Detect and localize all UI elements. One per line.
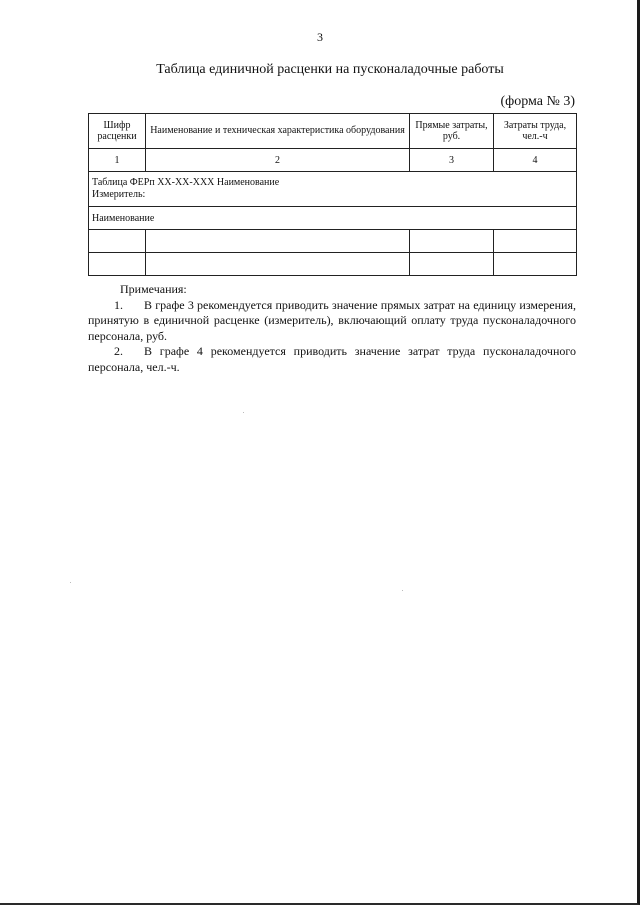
- empty-cell: [89, 230, 146, 253]
- page-number: 3: [317, 30, 323, 44]
- notes-section: [88, 282, 576, 375]
- note-number: 2.: [114, 344, 123, 358]
- unit-rate-table: [88, 113, 577, 276]
- scan-speck: [243, 412, 244, 413]
- scan-speck: [402, 590, 403, 591]
- note-number: 1.: [114, 297, 123, 312]
- note-text: В графе 4 рекомендуется приводить значение затрат труда пусконаладочного персонала, чел.-ч.: [88, 344, 576, 374]
- header-cell-labor-costs: Затраты труда, чел.-ч: [494, 114, 577, 149]
- table-header-row: [89, 114, 577, 149]
- header-cell-code: Шифр расценки: [89, 114, 146, 149]
- section-cell: [89, 172, 577, 207]
- empty-cell: [89, 253, 146, 276]
- section-row: [89, 172, 577, 207]
- name-row: [89, 207, 577, 230]
- empty-cell: [410, 253, 494, 276]
- note-item: [88, 298, 576, 345]
- empty-cell: [146, 253, 410, 276]
- document-title: Таблица единичной расценки на пусконаладочные работы: [156, 62, 504, 77]
- note-text: В графе 3 рекомендуется приводить значение прямых затрат на единицу измерения, принятую в единичной расценке (измеритель), включающий оплату труда пусконаладочного персонала, руб.: [88, 297, 576, 343]
- empty-cell: [410, 230, 494, 253]
- scan-speck: [70, 582, 71, 583]
- notes-heading: Примечания:: [120, 282, 187, 296]
- column-number-row: [89, 149, 577, 172]
- header-cell-name: Наименование и техническая характеристика оборудования: [146, 114, 410, 149]
- table-row: [89, 253, 577, 276]
- empty-cell: [146, 230, 410, 253]
- section-table-ref: Таблица ФЕРп XX-XX-XXX Наименование: [92, 176, 280, 188]
- empty-cell: [494, 230, 577, 253]
- column-number-cell: 4: [494, 149, 577, 172]
- empty-cell: [494, 253, 577, 276]
- form-reference: (форма № 3): [500, 94, 575, 109]
- header-cell-direct-costs: Прямые затраты, руб.: [410, 114, 494, 149]
- name-cell: Наименование: [89, 207, 577, 230]
- note-item: [88, 344, 576, 375]
- column-number-cell: 3: [410, 149, 494, 172]
- section-meter-label: Измеритель:: [92, 189, 146, 200]
- table-row: [89, 230, 577, 253]
- column-number-cell: 2: [146, 149, 410, 172]
- column-number-cell: 1: [89, 149, 146, 172]
